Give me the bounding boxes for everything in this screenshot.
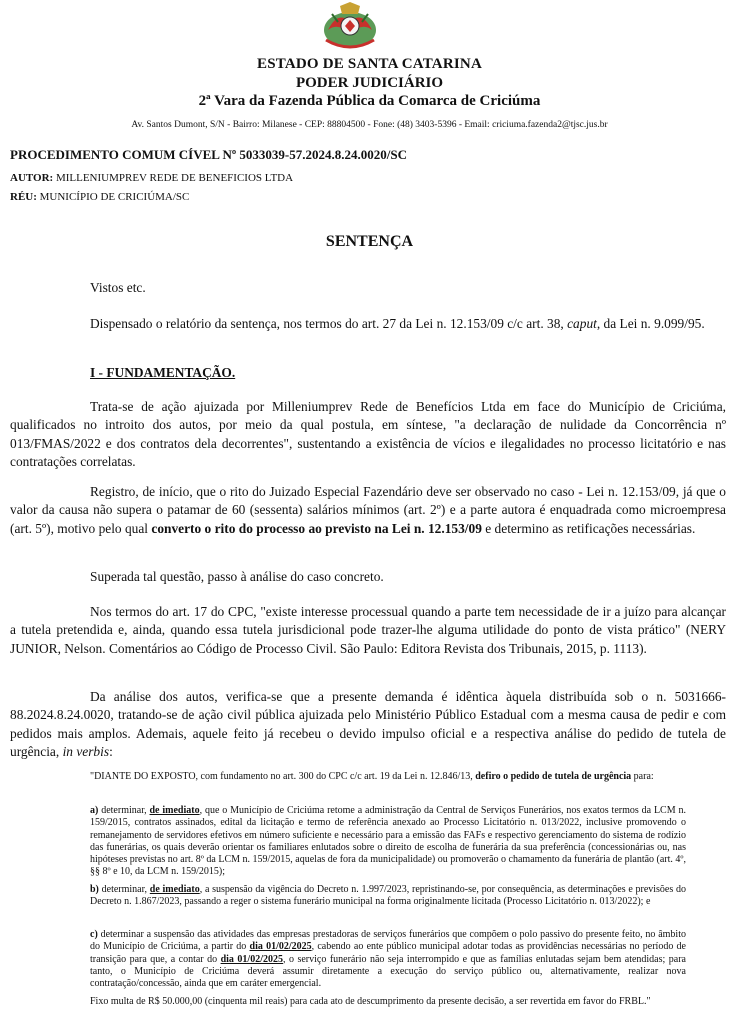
section-heading	[10, 364, 726, 382]
autor-name: MILLENIUMPREV REDE DE BENEFICIOS LTDA	[53, 172, 294, 184]
item-b-emphasis: de imediato	[149, 884, 200, 895]
quote-item-b	[90, 884, 686, 909]
item-a-label: a)	[90, 805, 99, 816]
reu-name: MUNICÍPIO DE CRICIÚMA/SC	[36, 191, 190, 203]
item-a-text: determinar,	[98, 805, 150, 816]
item-c-date-1: dia 01/02/2025	[249, 941, 312, 953]
header-power: PODER JUDICIÁRIO	[295, 75, 444, 91]
item-c-label: c)	[90, 929, 98, 940]
item-b-text: determinar,	[98, 884, 150, 895]
document-title: SENTENÇA	[325, 233, 414, 250]
header-address: Av. Santos Dumont, S/N - Bairro: Milanese - CEP: 88804500 - Fone: (48) 3403-5396 - Email: criciuma.fazenda2@tjsc.jus.br	[131, 120, 608, 130]
relatorio-text: Dispensado o relatório da sentença, nos termos do art. 27 da Lei n. 12.153/09 c/c art. 38,	[90, 316, 568, 331]
relatorio-italic: caput	[567, 316, 597, 331]
quote-intro-bold: defiro o pedido de tutela de urgência	[475, 771, 632, 782]
party-autor	[10, 172, 293, 184]
rito-text: Registro, de início, que o rito do Juizado Especial Fazendário deve ser observado no caso - Lei n. 12.153/09, já que o valor da causa não supera o patamar de 60 (sessenta) salários mínimos (art. 2º) e a parte autora é enquadrada como microempresa (art. 5º), motivo pelo qual	[10, 484, 726, 536]
autor-label: AUTOR:	[10, 172, 54, 184]
paragraph-vistos: Vistos etc.	[90, 280, 146, 295]
item-c-text: determinar a suspensão das atividades das empresas prestadoras de serviços funerários que compõem o polo passivo do presente feito, no âmbito do Município de Criciúma, a partir do	[90, 929, 686, 953]
paragraph-rito	[10, 483, 726, 538]
item-b-label: b)	[90, 884, 99, 895]
paragraph-analise	[10, 688, 726, 761]
analise-text: Da análise dos autos, verifica-se que a presente demanda é idêntica àquela distribuída sob o n. 5031666-88.2024.8.24.0020, tratando-se de ação civil pública ajuizada pelo Ministério Público Estadual com a mesma causa de pedir e com pedidos mais amplos. Ademais, aquele feito já recebeu o devido impulso oficial e a respectiva análise do pedido de tutela de urgência,	[10, 689, 726, 759]
section-heading-text: I - FUNDAMENTAÇÃO.	[90, 365, 236, 380]
paragraph-superada: Superada tal questão, passo à análise do caso concreto.	[90, 569, 384, 584]
item-b-body: , a suspensão da vigência do Decreto n. 1.997/2023, repristinando-se, por consequência, as determinações e previsões do Decreto n. 1.867/2023, passando a reger o sistema funerário municipal na forma originalmente licitada (Processo Licitatório n. 013/2022); e	[90, 884, 686, 908]
paragraph-relatorio	[10, 315, 726, 333]
paragraph-cpc: Nos termos do art. 17 do CPC, "existe interesse processual quando a parte tem necessidade de ir a juízo para alcançar a tutela pretendida e, ainda, quando essa tutela jurisdicional pode trazer-lhe alguma utilidade do ponto de vista prático" (NERY JUNIOR, Nelson. Comentários ao Código de Processo Civil. São Paulo: Editora Revista dos Tribunais, 2015, p. 1113).	[10, 604, 726, 656]
item-a-body: , que o Município de Criciúma retome a administração da Central de Serviços Funerários, nos exatos termos da LCM n. 159/2015, contratos assinados, edital da licitação e termo de referência anexado ao Processo Licitatório n. 013/2022, inclusive promovendo o remanejamento de servidores efetivos em número suficiente e necessário para a emissão das FAFs e respectivo gerenciamento do sistema de rodízio das funerárias, os quais deverão orientar os familiares enlutados sobre o direito de escolha de funerária da sua preferência (concessionárias ou, nas hipóteses previstas no art. 8º da LCM n. 159/2015, aquelas de fora da municipalidade) ou promoverão o chamamento da funerária de plantão (art. 4º, §§ 8º e 10, da LCM n. 159/2015);	[90, 805, 687, 878]
item-c-date-2: dia 01/02/2025	[220, 953, 283, 965]
rito-bold: converto o rito do processo ao previsto na Lei n. 12.153/09	[151, 520, 482, 536]
header-court: 2ª Vara da Fazenda Pública da Comarca de Criciúma	[198, 93, 541, 109]
item-c-body: , o serviço funerário não seja interrompido e que as famílias enlutadas sejam bem atendidas; para tanto, o Município de Criciúma deverá assumir diretamente a execução do serviço público ou, alternativamente, realizar nova contratação/concessão, ainda que em caráter emergencial.	[90, 953, 686, 990]
coat-of-arms-icon	[318, 0, 382, 52]
paragraph-acao: Trata-se de ação ajuizada por Milleniumprev Rede de Benefícios Ltda em face do Município de Criciúma, qualificados no introito dos autos, por meio da qual postula, em síntese, "a declaração de nulidade da Concorrência nº 013/FMAS/2022 e dos contratos dela decorrentes", sustentando a existência de vícios e ilegalidades no processo licitatório e nas contratações correlatas.	[10, 399, 726, 469]
analise-text-end: :	[109, 743, 113, 759]
reu-label: RÉU:	[10, 191, 37, 203]
relatorio-text-end: , da Lei n. 9.099/95.	[596, 316, 705, 331]
quote-intro	[90, 771, 686, 783]
quote-item-a	[90, 805, 686, 879]
quote-intro-text: "DIANTE DO EXPOSTO, com fundamento no art. 300 do CPC c/c art. 19 da Lei n. 12.846/13,	[90, 771, 476, 782]
quote-multa: Fixo multa de R$ 50.000,00 (cinquenta mil reais) para cada ato de descumprimento da presente decisão, a ser revertida em favor do FRBL."	[90, 996, 651, 1007]
item-a-emphasis: de imediato	[149, 805, 200, 816]
quote-intro-end: para:	[631, 771, 654, 782]
header-state: ESTADO DE SANTA CATARINA	[257, 56, 482, 72]
item-c-text-2: , cabendo ao ente público municipal adotar todas as providências necessárias no período de transição para que, a contar do	[90, 941, 686, 965]
party-reu	[10, 191, 189, 203]
rito-text-end: e determino as retificações necessárias.	[481, 520, 696, 536]
analise-italic: in verbis	[62, 743, 110, 759]
quote-item-c	[90, 929, 686, 990]
procedure-number: PROCEDIMENTO COMUM CÍVEL Nº 5033039-57.2024.8.24.0020/SC	[10, 147, 407, 162]
